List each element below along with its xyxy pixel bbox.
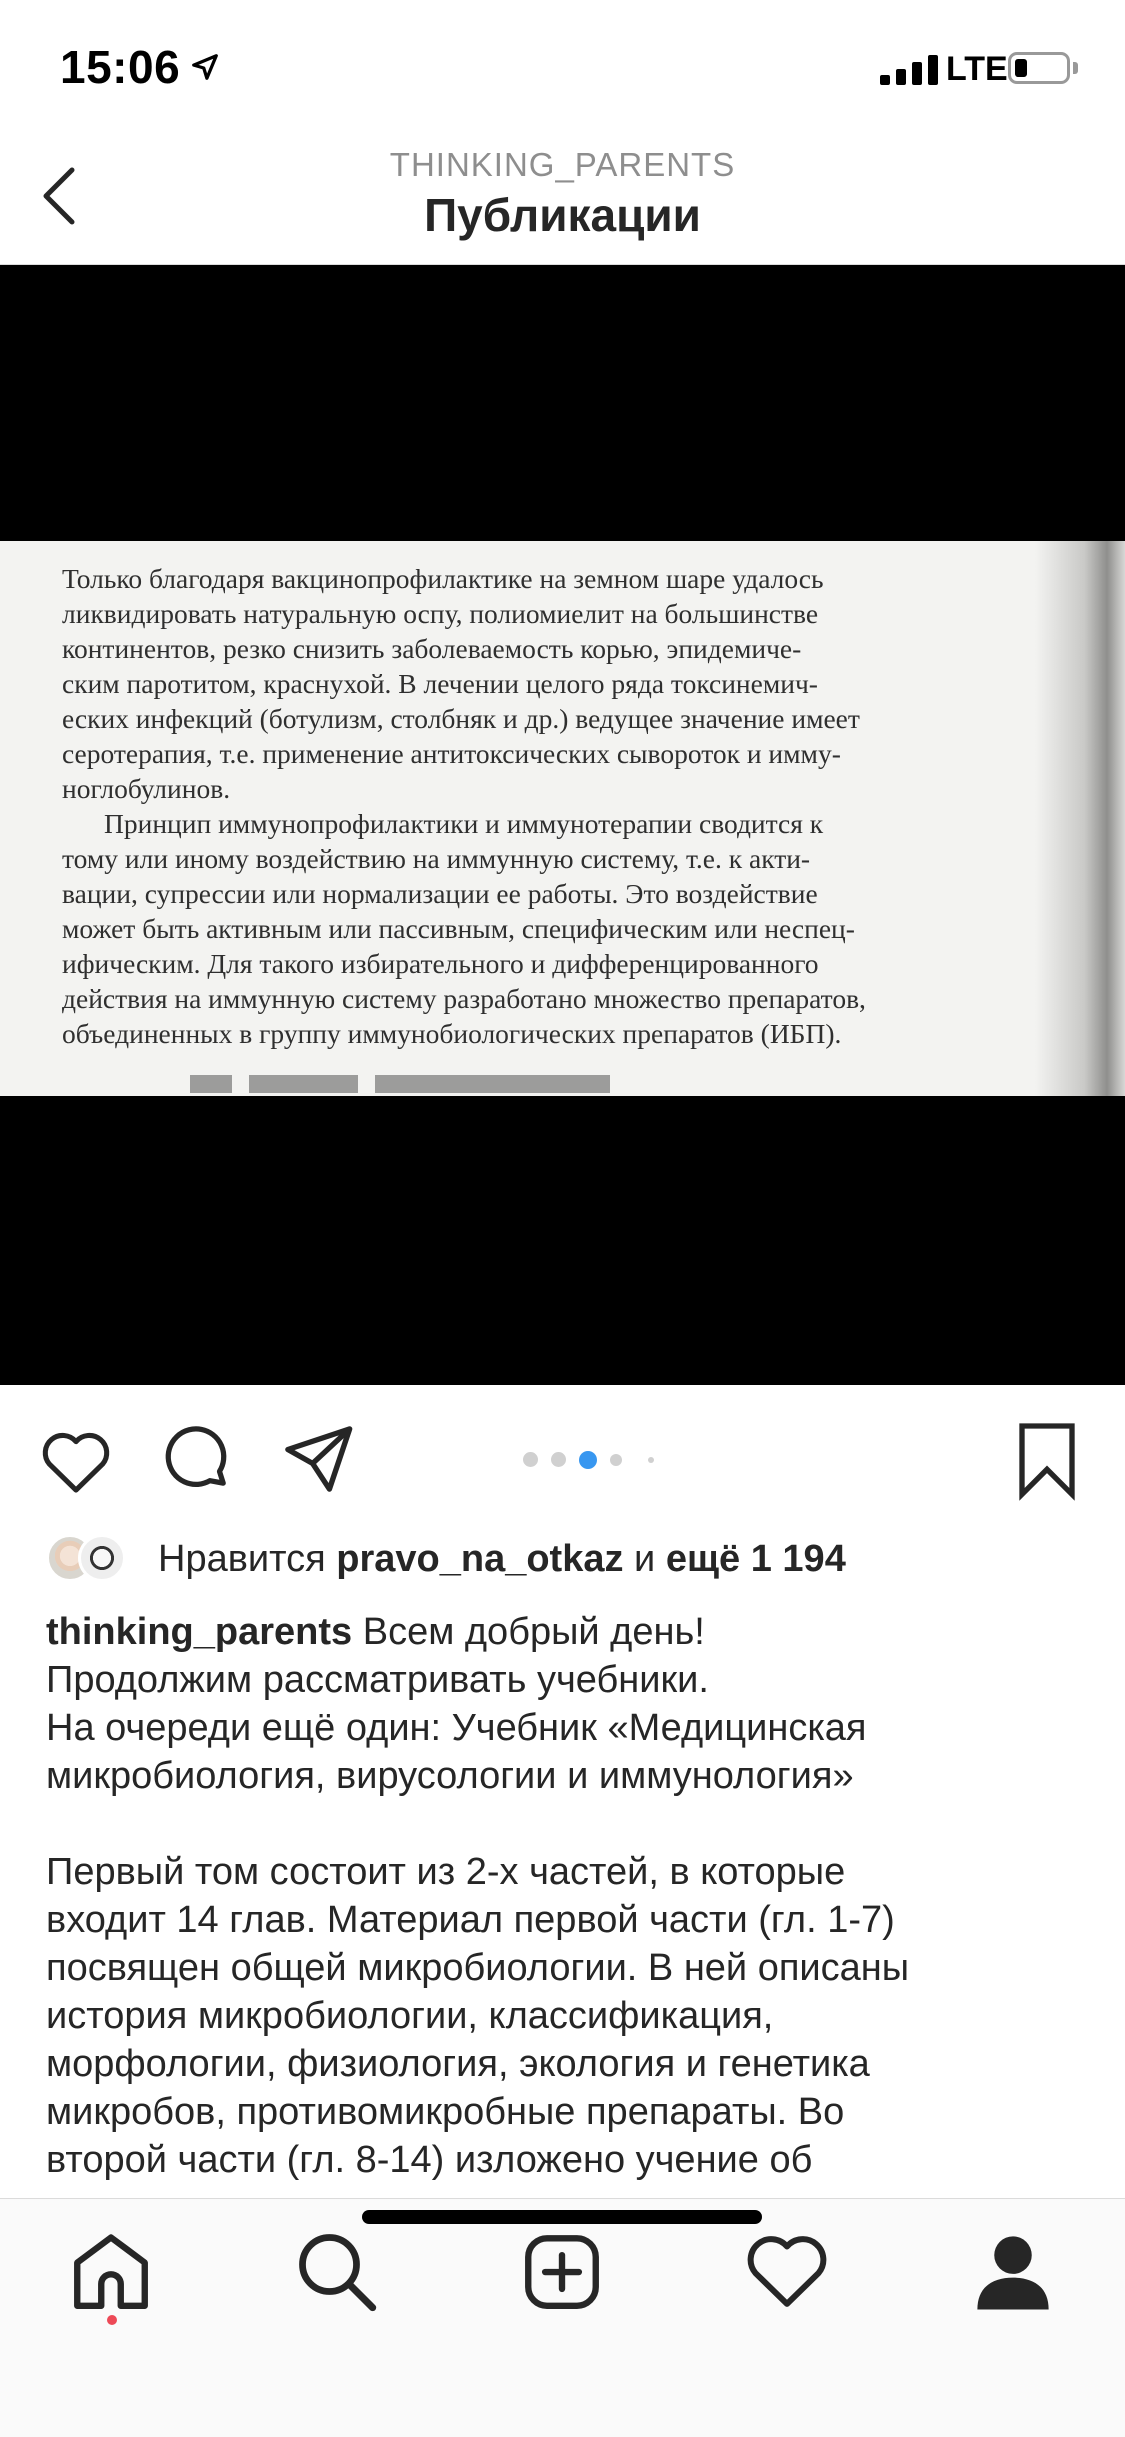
caption-line: Продолжим рассматривать учебники. [46,1659,709,1701]
page-line: вации, супрессии или нормализации ее работы. Это воздействие [62,878,818,909]
cut-off-heading [190,1061,790,1096]
home-indicator [362,2210,762,2224]
liker-username[interactable]: pravo_na_otkaz [336,1538,624,1580]
notification-dot [107,2315,117,2325]
caption-line: микробов, противомикробные препараты. Во [46,2091,845,2133]
book-page-scan [0,541,1125,1096]
likes-text [158,1538,846,1581]
carousel-dot [551,1452,566,1467]
battery-cap [1073,62,1078,74]
battery-icon [1008,52,1070,84]
caption-line: история микробиологии, классификация, [46,1995,774,2037]
caption-line: посвящен общей микробиологии. В ней описаны [46,1947,910,1989]
page-line: тому или иному воздействию на иммунную систему, т.е. к акти- [62,843,811,874]
bookmark-icon[interactable] [1012,1421,1082,1501]
caption-username[interactable]: thinking_parents [46,1611,353,1653]
page-line: Только благодаря вакцинопрофилактике на земном шаре удалось [62,563,824,594]
carousel-dot [648,1457,654,1463]
caption-line: микробиология, вирусологии и иммунология» [46,1755,854,1797]
likes-conjunction: и [634,1538,656,1580]
carousel-dot [523,1452,538,1467]
status-bar [0,0,1125,132]
likes-row[interactable] [46,1530,1086,1590]
status-time: 15:06 [60,41,181,93]
page-line: ифическим. Для такого избирательного и дифференцированного [62,948,819,979]
header-username: THINKING_PARENTS [389,146,736,183]
comment-icon[interactable] [160,1423,234,1497]
page-line: серотерапия, т.е. применение антитоксических сывороток и имму- [62,738,841,769]
signal-icon [880,55,938,85]
heart-icon[interactable] [38,1425,114,1495]
page-line: может быть активным или пассивным, специфическим или неспец- [62,913,855,944]
new-post-icon[interactable] [517,2227,607,2317]
carousel-dot-active [579,1451,597,1469]
search-icon[interactable] [292,2227,382,2317]
nav-header [0,132,1125,265]
location-arrow-icon [190,52,220,82]
page-title: Публикации [424,189,701,241]
page-line: ноглобулинов. [62,773,231,804]
post-actions [0,1385,1125,1525]
page-line: континентов, резко снизить заболеваемость корью, эпидемиче- [62,633,802,664]
post-caption [46,1608,1086,2184]
post-image[interactable] [0,265,1125,1385]
page-line: действия на иммунную систему разработано множество препаратов, [62,983,866,1014]
caption-line: входит 14 глав. Материал первой части (гл. 1-7) [46,1899,895,1941]
activity-heart-icon[interactable] [742,2227,832,2317]
book-page-text [62,561,1012,1051]
carousel-dot [610,1454,622,1466]
caption-line: Первый том состоит из 2-х частей, в которые [46,1851,846,1893]
caption-line: морфологии, физиология, экология и генетика [46,2043,870,2085]
bottom-tab-bar [0,2198,1125,2437]
avatar [78,1534,126,1582]
caption-spacer [46,1800,1086,1848]
caption-line: На очереди ещё один: Учебник «Медицинская [46,1707,867,1749]
likes-count[interactable]: ещё 1 194 [665,1538,846,1580]
page-line: объединенных в группу иммунобиологических препаратов (ИБП). [62,1018,842,1049]
likes-prefix: Нравится [158,1538,326,1580]
share-icon[interactable] [280,1421,356,1497]
page-spine-shadow [1035,541,1125,1096]
profile-icon[interactable] [968,2227,1058,2317]
caption-line: второй части (гл. 8-14) изложено учение об [46,2139,813,2181]
page-line: ликвидировать натуральную оспу, полиомиелит на большинстве [62,598,819,629]
page-line: ским паротитом, краснухой. В лечении целого ряда токсинемич- [62,668,818,699]
page-line: Принцип иммунопрофилактики и иммунотерапии сводится к [104,808,824,839]
caption-first-line: Всем добрый день! [362,1611,705,1653]
network-type: LTE [946,50,1008,88]
home-icon[interactable] [66,2227,156,2317]
page-line: еских инфекций (ботулизм, столбняк и др.) ведущее значение имеет [62,703,860,734]
